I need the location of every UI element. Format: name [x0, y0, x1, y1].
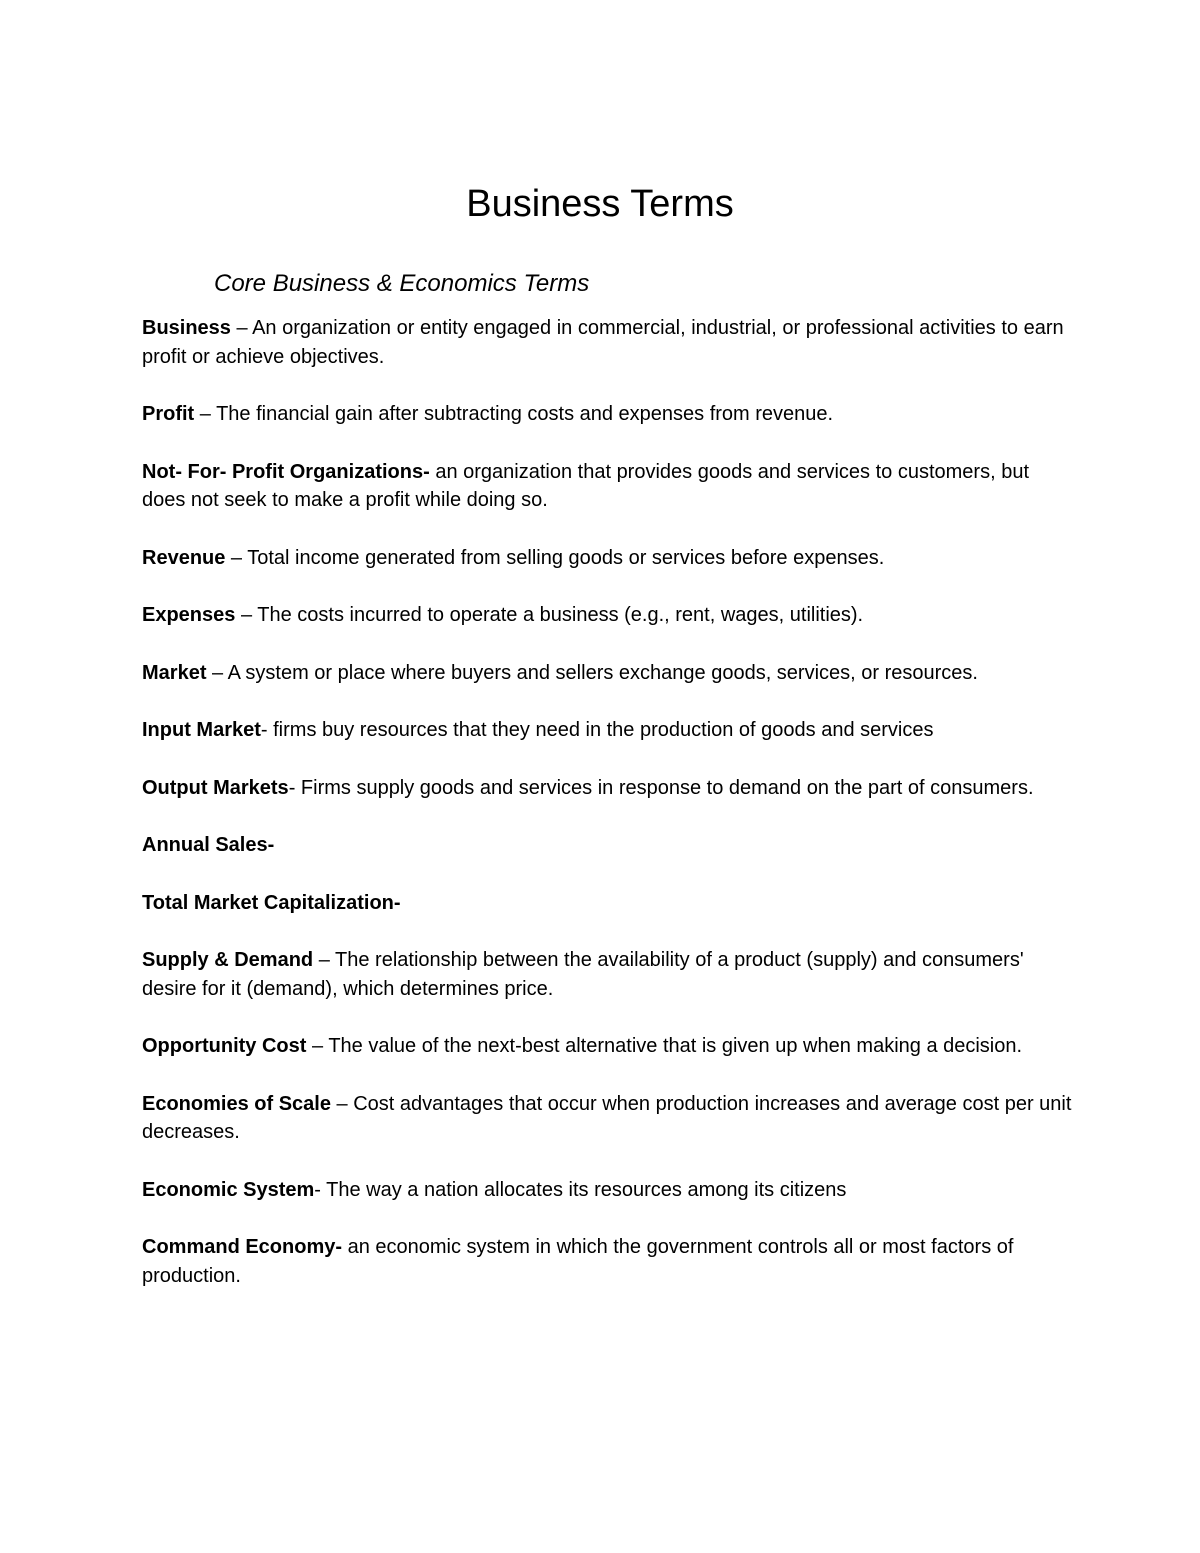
term-name: Revenue: [142, 546, 226, 569]
term-name: Market: [142, 661, 207, 684]
term-definition: an organization that provides goods and services to customers, but does not seek to make a profit while doing so.: [142, 460, 1029, 511]
term-definition: an economic system in which the government controls all or most factors of production.: [142, 1236, 1014, 1287]
term-name: Output Markets: [142, 776, 289, 799]
term-definition: – The value of the next-best alternative that is given up when making a decision.: [306, 1035, 1023, 1057]
term-entry-output-markets: [142, 774, 1072, 803]
term-entry-total-market-capitalization: [142, 889, 1072, 918]
term-definition: – The costs incurred to operate a business (e.g., rent, wages, utilities).: [235, 604, 864, 626]
term-name: Input Market: [142, 719, 261, 741]
term-definition: – The relationship between the availability of a product (supply) and consumers' desire for it (demand), which determines price.: [142, 949, 1024, 1000]
term-definition: – An organization or entity engaged in commercial, industrial, or professional activities to earn profit or achieve objectives.: [142, 317, 1064, 368]
term-entry-not-for-profit: [142, 458, 1072, 515]
term-entry-opportunity-cost: [142, 1032, 1072, 1061]
term-name: Command Economy-: [142, 1236, 343, 1258]
term-name: Economies of Scale: [142, 1092, 331, 1115]
term-entry-profit: [142, 400, 1072, 429]
term-definition: - Firms supply goods and services in response to demand on the part of consumers.: [288, 776, 1034, 799]
term-definition: – A system or place where buyers and sellers exchange goods, services, or resources.: [206, 661, 978, 684]
term-definition: – The financial gain after subtracting costs and expenses from revenue.: [194, 403, 834, 425]
term-definition: - firms buy resources that they need in the production of goods and services: [260, 719, 934, 741]
term-name: Expenses: [142, 604, 236, 626]
term-definition: – Cost advantages that occur when production increases and average cost per unit decreases.: [142, 1092, 1072, 1143]
term-entry-supply-demand: [142, 946, 1072, 1003]
term-entry-economic-system: [142, 1176, 1072, 1205]
term-name: Total Market Capitalization-: [142, 891, 401, 914]
section-subtitle: Core Business & Economics Terms: [214, 270, 590, 297]
term-definition: – Total income generated from selling goods or services before expenses.: [225, 546, 885, 569]
term-name: Annual Sales-: [142, 834, 275, 856]
term-entry-input-market: [142, 716, 1072, 745]
term-entry-expenses: [142, 601, 1072, 630]
term-name: Economic System: [142, 1178, 315, 1201]
term-name: Opportunity Cost: [142, 1035, 307, 1057]
term-name: Business: [142, 317, 231, 339]
term-entry-annual-sales: [142, 831, 1072, 860]
term-entry-command-economy: [142, 1233, 1072, 1290]
term-name: Profit: [142, 403, 195, 425]
term-entry-economies-of-scale: [142, 1090, 1072, 1147]
term-entry-market: [142, 659, 1072, 688]
term-name: Not- For- Profit Organizations-: [142, 460, 430, 483]
term-name: Supply & Demand: [142, 949, 314, 971]
terms-list: [142, 314, 1072, 1319]
term-entry-revenue: [142, 544, 1072, 573]
term-definition: - The way a nation allocates its resources among its citizens: [314, 1178, 847, 1201]
term-entry-business: [142, 314, 1072, 371]
document-title: Business Terms: [466, 183, 734, 225]
